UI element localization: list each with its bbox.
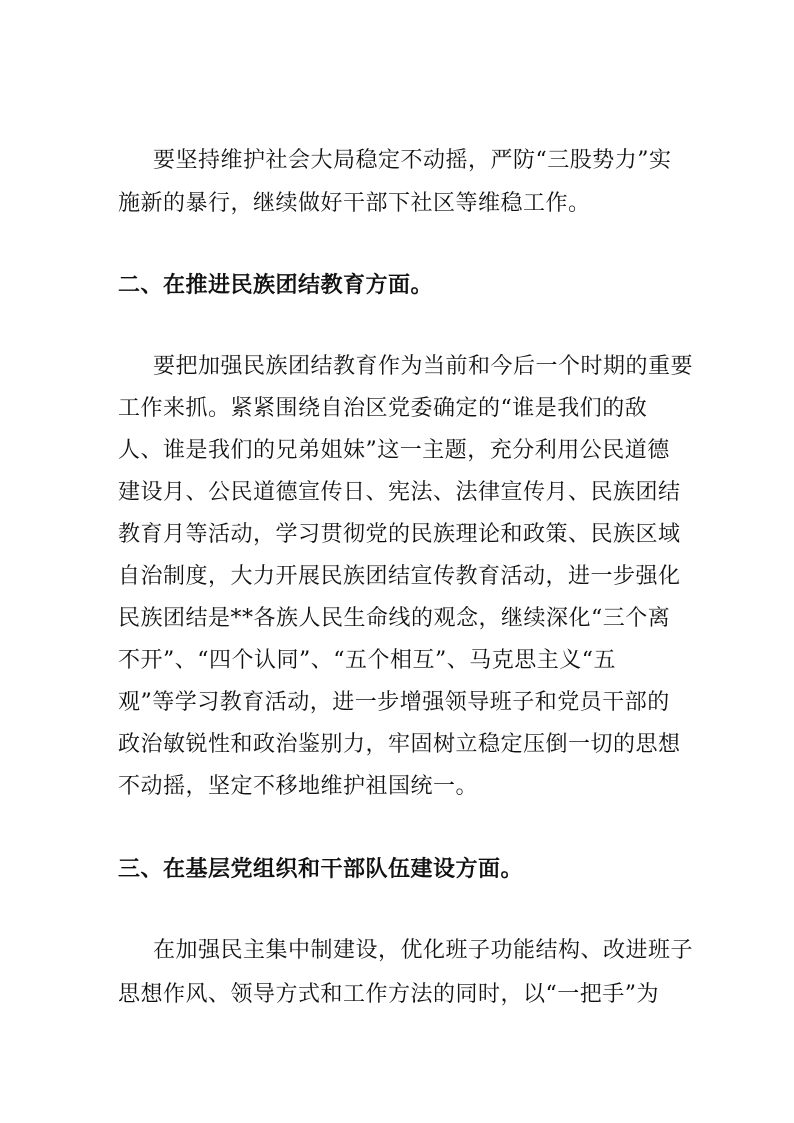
- paragraph-2-line-9: 观”等学习教育活动，进一步增强领导班子和党员干部的: [118, 690, 670, 715]
- paragraph-2-line-1: 要把加强民族团结教育作为当前和今后一个时期的重要: [153, 354, 694, 379]
- paragraph-2-line-3: 人、谁是我们的兄弟姐妹”这一主题，充分利用公民道德: [118, 438, 670, 463]
- paragraph-3-line-2: 思想作风、领导方式和工作方法的同时，以“一把手”为: [118, 982, 659, 1007]
- paragraph-2-line-8: 不开”、“四个认同”、“五个相互”、马克思主义“五: [118, 648, 616, 673]
- section-heading-2: 二、在推进民族团结教育方面。: [118, 272, 434, 298]
- paragraph-2-line-6: 自治制度，大力开展民族团结宣传教育活动，进一步强化: [118, 564, 681, 589]
- paragraph-1-line-2: 施新的暴行，继续做好干部下社区等维稳工作。: [118, 191, 591, 216]
- paragraph-2-line-5: 教育月等活动，学习贯彻党的民族理论和政策、民族区域: [118, 522, 681, 547]
- paragraph-3-line-1: 在加强民主集中制建设，优化班子功能结构、改进班子: [153, 938, 694, 963]
- section-heading-3: 三、在基层党组织和干部队伍建设方面。: [118, 856, 524, 882]
- paragraph-2-line-4: 建设月、公民道德宣传日、宪法、法律宣传月、民族团结: [118, 480, 681, 505]
- paragraph-2-line-2: 工作来抓。紧紧围绕自治区党委确定的“谁是我们的敌: [118, 396, 648, 421]
- paragraph-2-line-10: 政治敏锐性和政治鉴别力，牢固树立稳定压倒一切的思想: [118, 732, 681, 757]
- paragraph-2-line-7: 民族团结是**各族人民生命线的观念，继续深化“三个离: [118, 606, 671, 631]
- paragraph-2-line-11: 不动摇，坚定不移地维护祖国统一。: [118, 774, 479, 799]
- paragraph-1-line-1: 要坚持维护社会大局稳定不动摇，严防“三股势力”实: [153, 148, 672, 173]
